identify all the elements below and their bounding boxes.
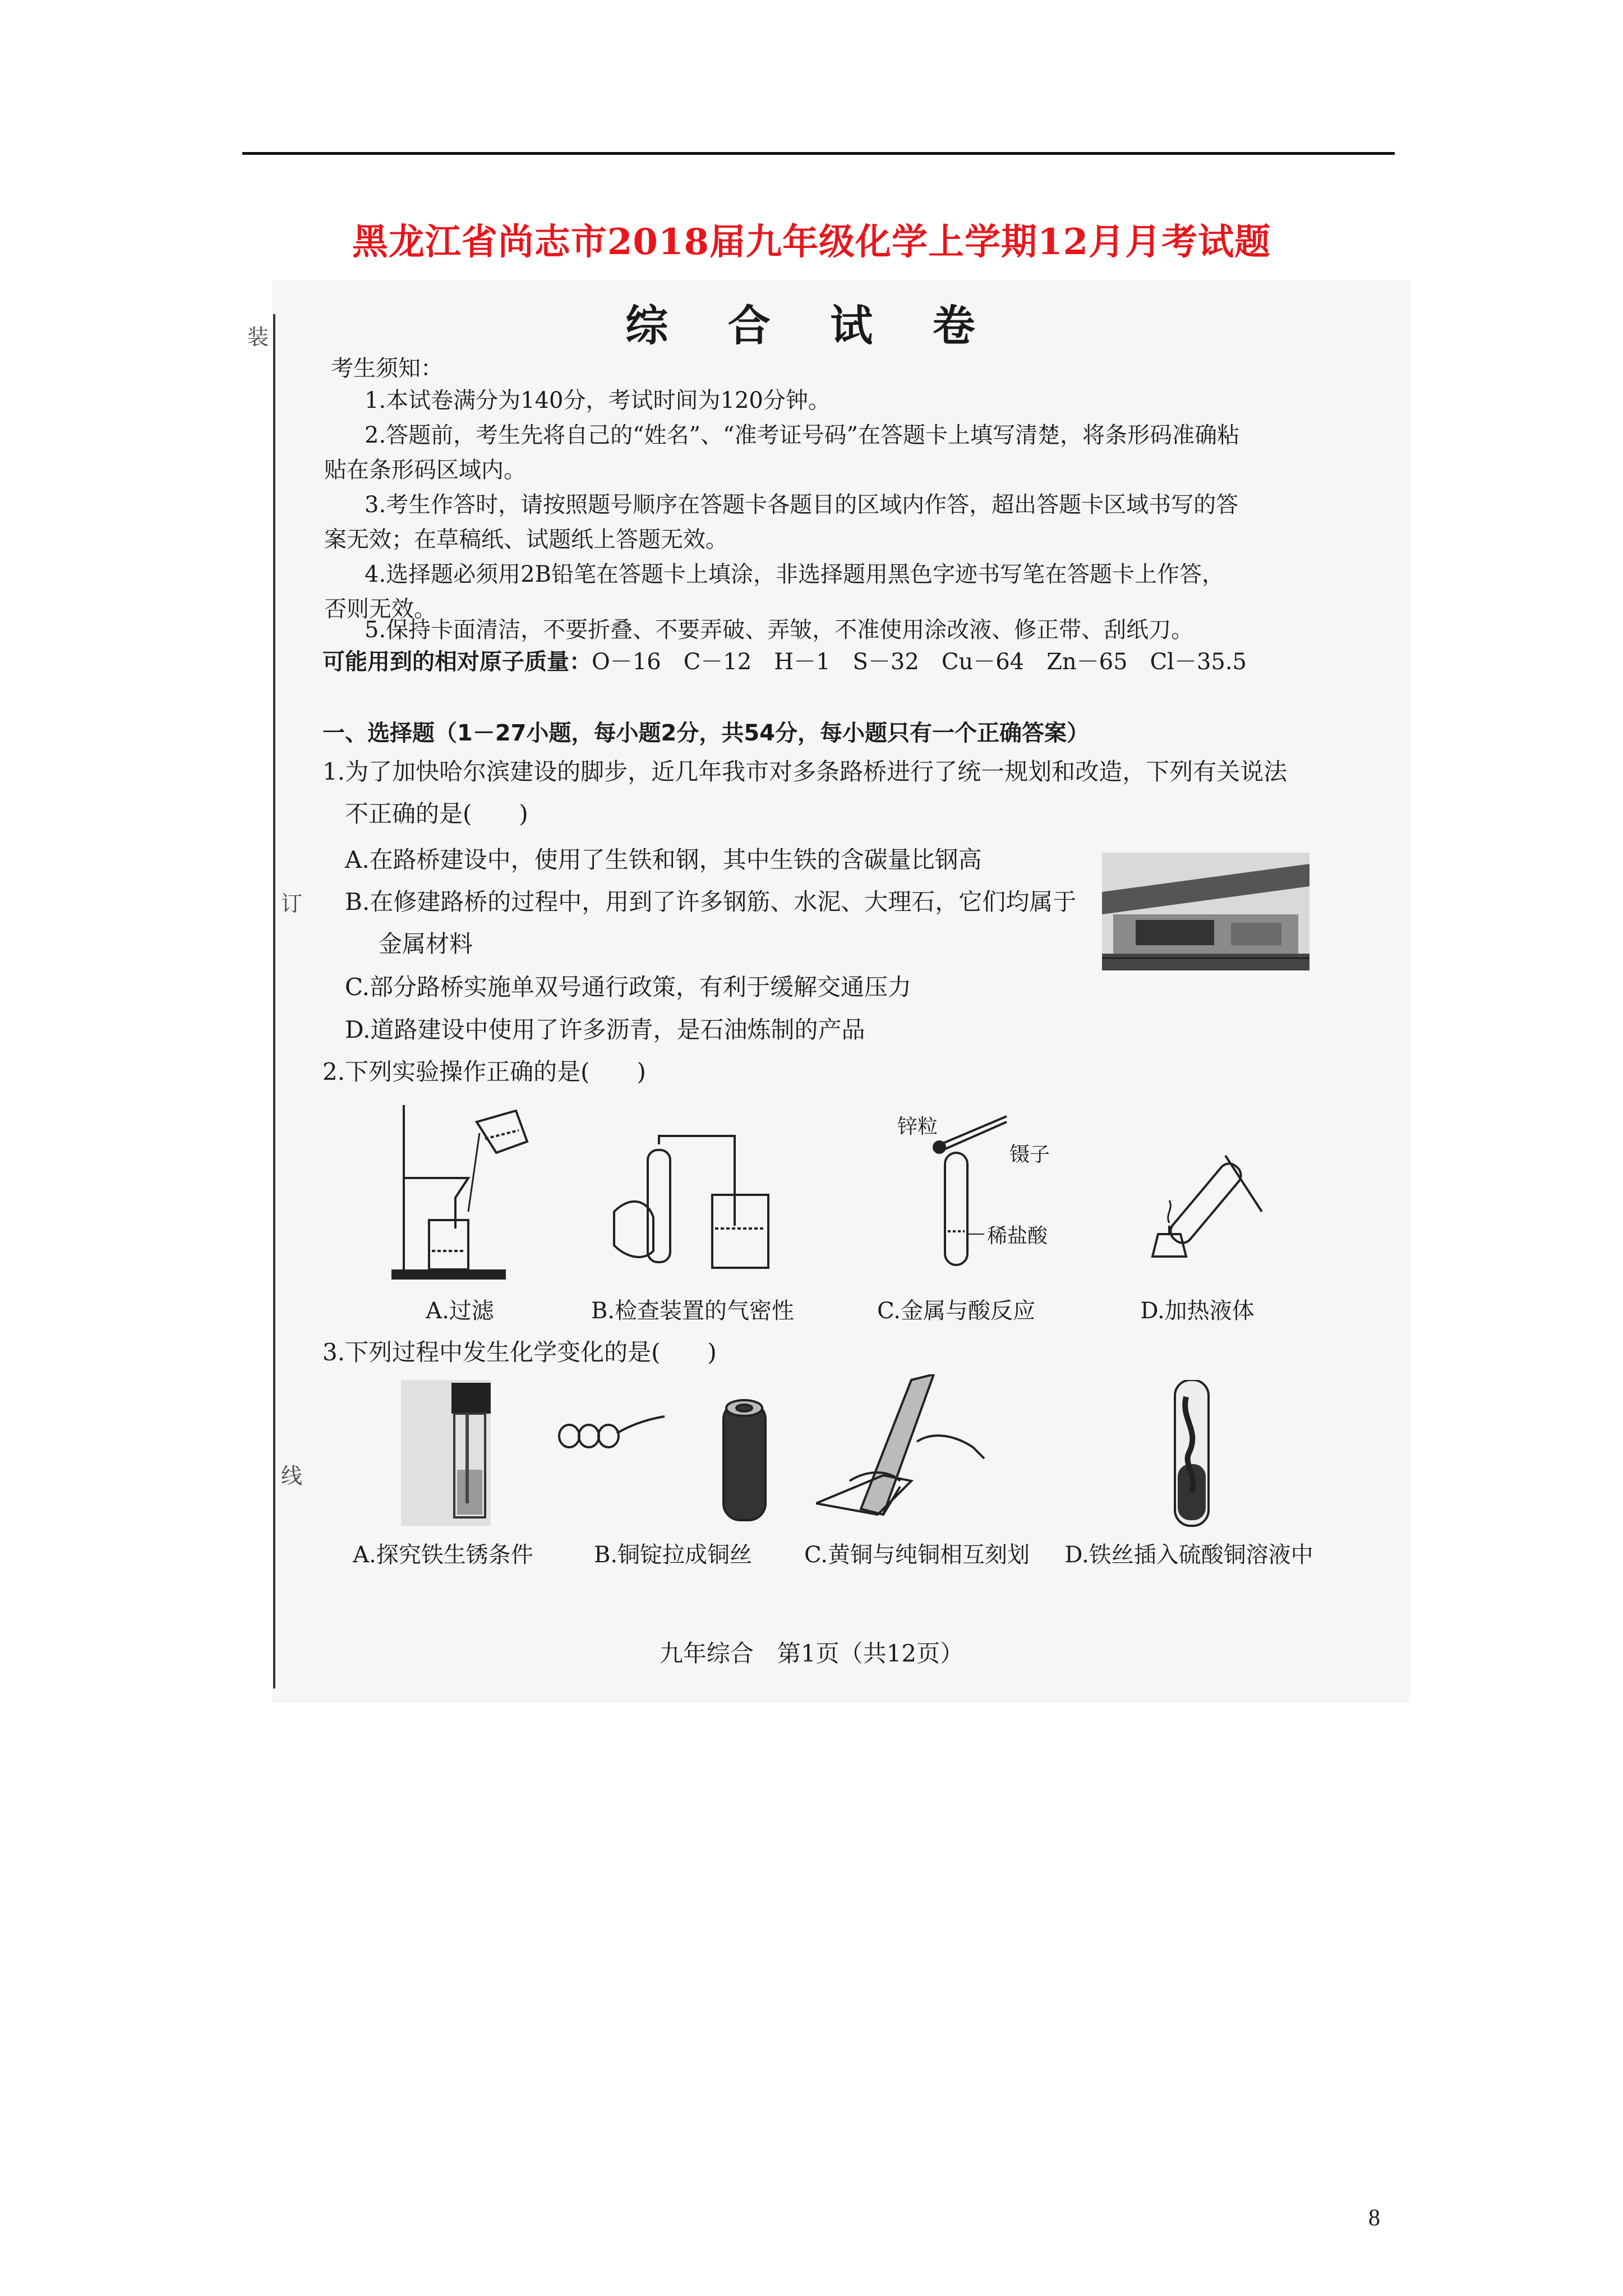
q3-caption-a: A.探究铁生锈条件 [353,1542,533,1568]
label-acid: 稀盐酸 [987,1225,1048,1248]
q1-stem: 1.为了加快哈尔滨建设的脚步，近几年我市对多条路桥进行了统一规划和改造，下列有关说法 [322,758,1288,785]
binding-char-zhuang: 装 [247,325,269,349]
q3-stem: 3.下列过程中发生化学变化的是( ) [322,1338,717,1366]
notice-3-cont: 案无效；在草稿纸、试题纸上答题无效。 [324,527,728,553]
q2-caption-c: C.金属与酸反应 [877,1298,1035,1324]
q1-stem-cont: 不正确的是( ) [345,800,528,827]
notice-heading: 考生须知： [331,356,443,381]
q2-caption-a: A.过滤 [426,1298,494,1324]
q1-option-b: B.在修建路桥的过程中，用到了许多钢筋、水泥、大理石，它们均属于 [345,888,1077,915]
document-title: 黑龙江省尚志市2018届九年级化学上学期12月月考试题 [352,221,1271,263]
notice-3: 3.考生作答时，请按照题号顺序在答题卡各题目的区域内作答，超出答题卡区域书写的答 [365,492,1239,518]
copper-wire-figure [552,1391,771,1526]
notice-2-cont: 贴在条形码区域内。 [324,457,526,483]
atomic-mass-label: 可能用到的相对原子质量： [322,649,592,675]
top-rule [242,152,1395,155]
q1-option-d: D.道路建设中使用了许多沥青，是石油炼制的产品 [345,1016,865,1043]
rust-test-figure [401,1380,491,1526]
q2-caption-d: D.加热液体 [1140,1298,1255,1324]
binding-char-ding: 订 [280,891,302,916]
airtightness-figure [608,1133,788,1290]
section-heading: 一、选择题（1－27小题，每小题2分，共54分，每小题只有一个正确答案） [322,720,1089,746]
q3-caption-b: B.铜锭拉成铜丝 [593,1542,753,1568]
page-number: 8 [1368,2205,1380,2231]
q2-caption-b: B.检查装置的气密性 [591,1298,795,1324]
notice-4-cont: 否则无效。 [324,596,436,622]
page-footer: 九年综合 第1页（共12页） [659,1640,964,1667]
paper-title: 综 合 试 卷 [625,301,998,351]
q3-caption-d: D.铁丝插入硫酸铜溶液中 [1064,1542,1313,1568]
bridge-photo [1102,853,1310,970]
q1-option-b-cont: 金属材料 [379,930,473,958]
notice-5: 5.保持卡面清洁，不要折叠、不要弄破、弄皱，不准使用涂改液、修正带、刮纸刀。 [365,617,1194,643]
q1-option-a: A.在路桥建设中，使用了生铁和钢，其中生铁的含碳量比钢高 [345,846,982,873]
binding-char-xian: 线 [280,1464,302,1488]
q2-stem: 2.下列实验操作正确的是( ) [322,1058,646,1085]
label-tweezers: 镊子 [1009,1143,1050,1166]
iron-in-cuso4-figure [1166,1380,1217,1531]
binding-line [273,314,275,1688]
label-zinc: 锌粒 [897,1115,938,1138]
atomic-mass-line [322,644,1247,676]
q3-caption-c: C.黄铜与纯铜相互刻划 [804,1542,1030,1568]
notice-4: 4.选择题必须用2B铅笔在答题卡上填涂，非选择题用黑色字迹书写笔在答题卡上作答， [365,562,1225,587]
heating-liquid-figure [1141,1144,1270,1273]
q1-option-c: C.部分路桥实施单双号通行政策，有利于缓解交通压力 [345,973,911,1001]
brass-scratch-figure [816,1374,1007,1526]
notice-1: 1.本试卷满分为140分，考试时间为120分钟。 [365,388,831,413]
notice-2: 2.答题前，考生先将自己的“姓名”、“准考证号码”在答题卡上填写清楚，将条形码准确粘 [365,422,1239,448]
atomic-mass-values: O－16 C－12 H－1 S－32 Cu－64 Zn－65 Cl－35.5 [592,649,1247,675]
filtration-figure [387,1099,538,1285]
